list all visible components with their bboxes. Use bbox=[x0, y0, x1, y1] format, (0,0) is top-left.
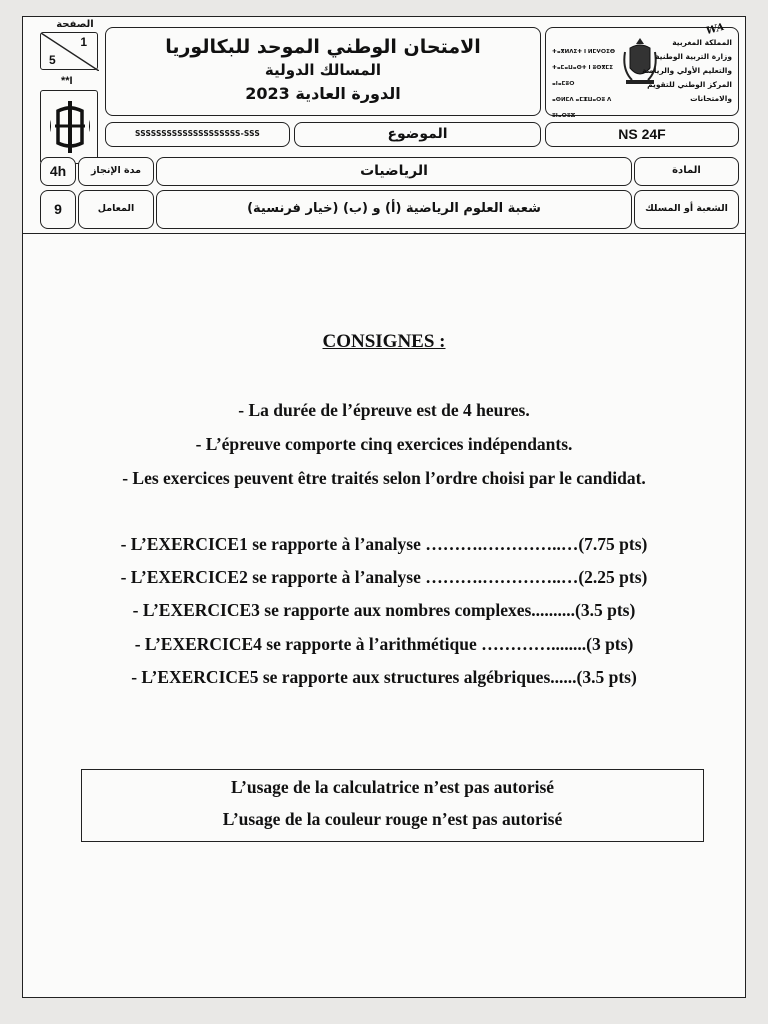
exercise-line: - L’EXERCICE2 se rapporte à l’analyse ……….…………..…(2.25 pts) bbox=[120, 567, 648, 587]
coef-value: 9 bbox=[54, 201, 62, 217]
notice-box bbox=[81, 769, 704, 842]
ministry-tf-line-1: ⵜⴰⴳⵍⴷⵉⵜ ⵏ ⵍⵎⵖⵔⵉⴱ bbox=[552, 49, 616, 55]
notice-red-color: L’usage de la couleur rouge n’est pas autorisé bbox=[222, 809, 563, 829]
ministry-ar-line-3: والتعليم الأولي والرياضة bbox=[642, 66, 732, 75]
coef-label: المعامل bbox=[97, 203, 135, 214]
coef-value-box bbox=[40, 190, 76, 229]
exam-page bbox=[22, 16, 746, 998]
branch-label: الشعبة أو المسلك bbox=[645, 203, 728, 214]
duration-value: 4h bbox=[49, 163, 67, 179]
code-placeholder: SSSSSSSSSSSSSSSSSSSS-SSS bbox=[134, 129, 261, 138]
subject-label: الموضوع bbox=[387, 126, 448, 142]
subject-name: الرياضيات bbox=[360, 163, 428, 179]
consignes-title-text: CONSIGNES : bbox=[322, 331, 446, 352]
consigne-line: - Les exercices peuvent être traités selon l’ordre choisi par le candidat. bbox=[122, 468, 646, 488]
ministry-tf-line-2: ⵜⴰⵎⴰⵡⴰⵙⵜ ⵏ ⵓⵙⴳⵎⵉ ⴰⵏⴰⵎⵓⵔ bbox=[552, 65, 613, 87]
consigne-line: - La durée de l’épreuve est de 4 heures. bbox=[238, 400, 530, 420]
ministry-ar-line-1: المملكة المغربية bbox=[672, 38, 732, 47]
ministry-arabic bbox=[632, 36, 732, 106]
duration-label-box bbox=[78, 157, 154, 186]
page-total: 5 bbox=[49, 53, 56, 67]
exam-logo-icon bbox=[41, 91, 99, 165]
logo-box bbox=[40, 90, 98, 164]
exercise-line: - L’EXERCICE1 se rapporte à l’analyse ……….…………..…(7.75 pts) bbox=[120, 534, 648, 554]
exam-track: المسالك الدولية bbox=[264, 61, 382, 79]
page-number-box bbox=[40, 32, 98, 70]
duration-value-box bbox=[40, 157, 76, 186]
exercise-line: - L’EXERCICE3 se rapporte aux nombres complexes..........(3.5 pts) bbox=[132, 600, 636, 620]
ministry-ar-line-2: وزارة التربية الوطنية bbox=[655, 52, 732, 61]
branch-label-box bbox=[634, 190, 739, 229]
ministry-ar-line-4: المركز الوطني للتقويم والامتحانات bbox=[647, 80, 732, 103]
page-number: 1 bbox=[80, 35, 87, 49]
duration-label: مدة الإنجاز bbox=[90, 165, 142, 176]
ministry-box bbox=[545, 21, 739, 119]
ministry-tf-line-3: ⴰⵙⵍⵎⴷ ⴰⵎⵣⵡⴰⵔⵓ ⴷ ⵓⵏⴰⵔⵓⵣ bbox=[552, 97, 612, 119]
notice-calculator: L’usage de la calculatrice n’est pas autorisé bbox=[230, 777, 555, 797]
subject-code: NS 24F bbox=[618, 126, 666, 142]
code-box bbox=[105, 122, 290, 147]
exam-session: الدورة العادية 2023 bbox=[245, 84, 401, 103]
branch-name: شعبة العلوم الرياضية (أ) و (ب) (خيار فرنسية) bbox=[247, 201, 541, 216]
exercise-line: - L’EXERCICE5 se rapporte aux structures algébriques......(3.5 pts) bbox=[131, 667, 637, 687]
ministry-tifinagh bbox=[552, 44, 616, 124]
subject-label-box bbox=[294, 122, 541, 147]
exam-title: الامتحان الوطني الموحد للبكالوريا bbox=[165, 36, 481, 58]
consigne-line: - L’épreuve comporte cinq exercices indépendants. bbox=[195, 434, 573, 454]
consignes-title bbox=[23, 331, 745, 353]
page-label: الصفحة bbox=[56, 19, 94, 30]
marks-text: **I bbox=[61, 75, 73, 87]
matter-label-box bbox=[634, 157, 739, 186]
matter-label: المادة bbox=[672, 165, 701, 176]
header-divider bbox=[23, 233, 745, 234]
stamp-mark: WA bbox=[704, 21, 726, 38]
exercise-line: - L’EXERCICE4 se rapporte à l’arithmétique …………........(3 pts) bbox=[134, 634, 634, 654]
coef-label-box bbox=[78, 190, 154, 229]
branch-name-box bbox=[156, 190, 632, 229]
exam-title-box bbox=[105, 27, 541, 116]
subject-code-box bbox=[545, 122, 739, 147]
subject-name-box bbox=[156, 157, 632, 186]
